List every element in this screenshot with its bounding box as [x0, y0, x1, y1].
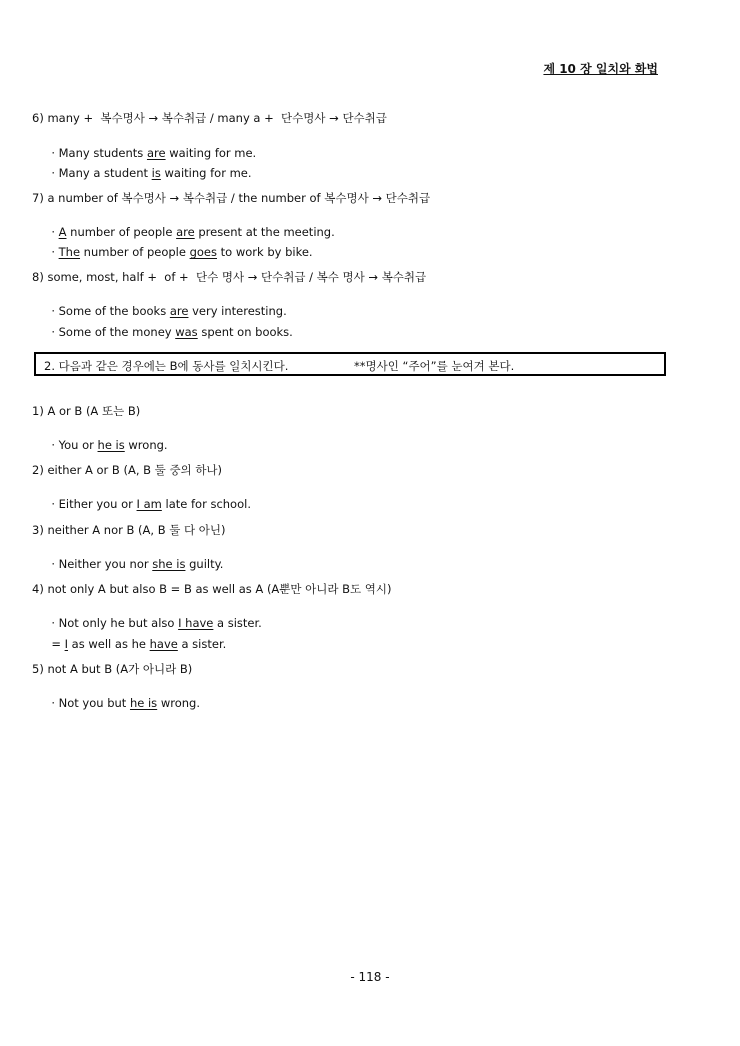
- example-2-2: · Either you or I am late for school.: [51, 497, 251, 511]
- page-number: - 118 -: [350, 970, 390, 984]
- chapter-title: 제 10 장 일치와 화법: [543, 62, 658, 76]
- example-6-1: · Many students are waiting for me.: [51, 146, 257, 160]
- rule-2-4: 4) not only A but also B = B as well as A (A뿐만 아니라 B도 역시): [32, 582, 392, 596]
- example-2-4-1: · Not only he but also I have a sister.: [51, 616, 262, 630]
- rule-2-3: 3) neither A nor B (A, B 둘 다 아닌): [32, 523, 226, 537]
- section-2-heading: 2. 다음과 같은 경우에는 B에 동사를 일치시킨다.: [44, 359, 289, 373]
- example-7-1: · A number of people are present at the meeting.: [51, 225, 335, 239]
- example-2-3: · Neither you nor she is guilty.: [51, 557, 224, 571]
- example-8-1: · Some of the books are very interesting.: [51, 304, 287, 318]
- example-2-4-2: = I as well as he have a sister.: [51, 637, 227, 651]
- rule-2-5: 5) not A but B (A가 아니라 B): [32, 662, 193, 676]
- example-8-2: · Some of the money was spent on books.: [51, 325, 293, 339]
- example-6-2: · Many a student is waiting for me.: [51, 166, 252, 180]
- rule-2-2: 2) either A or B (A, B 둘 중의 하나): [32, 463, 223, 477]
- rule-7: 7) a number of 복수명사 → 복수취급 / the number of 복수명사 → 단수취급: [32, 191, 431, 205]
- section-2-note: **명사인 “주어”를 눈여겨 본다.: [354, 359, 515, 373]
- section-2-heading-box: [34, 352, 666, 376]
- example-2-5: · Not you but he is wrong.: [51, 696, 201, 710]
- example-7-2: · The number of people goes to work by bike.: [51, 245, 313, 259]
- rule-2-1: 1) A or B (A 또는 B): [32, 404, 141, 418]
- rule-6: 6) many + 복수명사 → 복수취급 / many a + 단수명사 → 단수취급: [32, 111, 387, 125]
- example-2-1: · You or he is wrong.: [51, 438, 168, 452]
- rule-8: 8) some, most, half + of + 단수 명사 → 단수취급 / 복수 명사 → 복수취급: [32, 270, 427, 284]
